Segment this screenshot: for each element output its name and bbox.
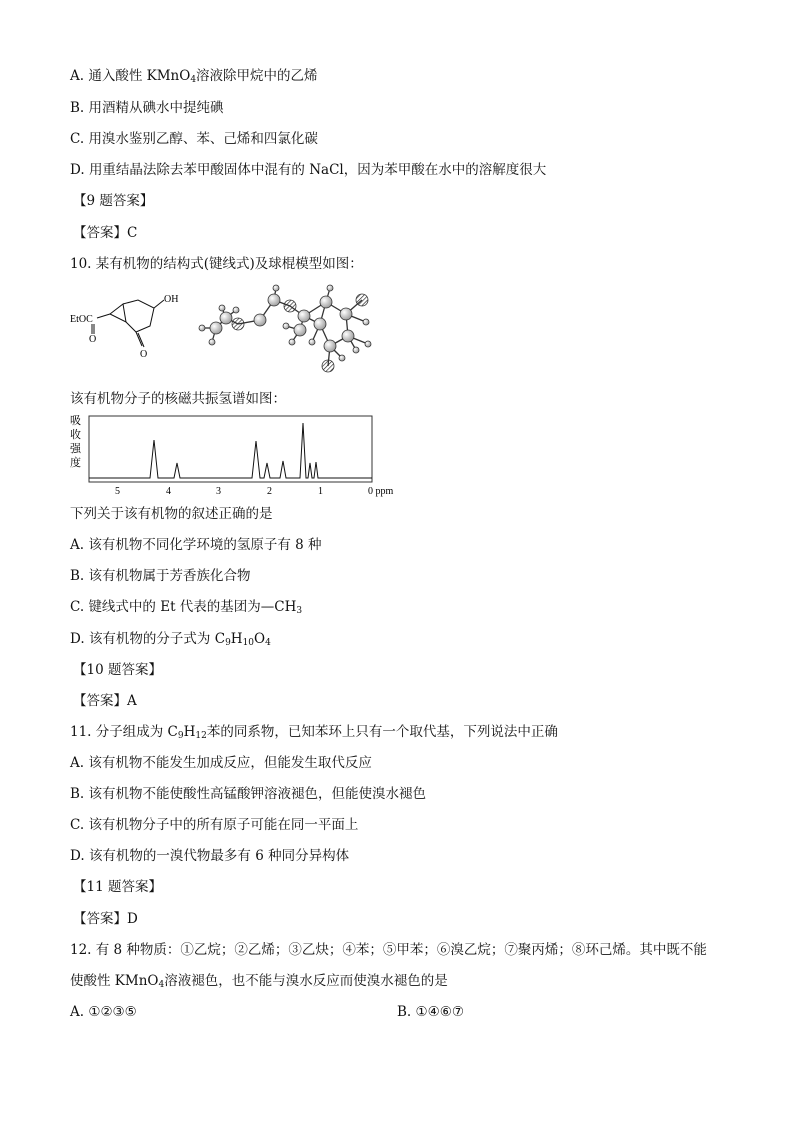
q9-option-a: A. 通入酸性 KMnO$_4$溶液除甲烷中的乙烯 bbox=[70, 68, 318, 85]
q12-option-b: B. ①④⑥⑦ bbox=[397, 1004, 464, 1020]
q9-option-b: B. 用酒精从碘水中提纯碘 bbox=[70, 100, 224, 116]
q9-section-label: 【9 题答案】 bbox=[73, 193, 154, 209]
q11-option-a: A. 该有机物不能发生加成反应，但能发生取代反应 bbox=[70, 755, 372, 771]
q10-option-d: D. 该有机物的分子式为 $C_9H_{10}O_4$ bbox=[70, 631, 271, 648]
nmr-tick-3: 3 bbox=[216, 486, 221, 497]
q11-option-b: B. 该有机物不能使酸性高锰酸钾溶液褪色，但能使溴水褪色 bbox=[70, 786, 427, 802]
q10-option-a: A. 该有机物不同化学环境的氢原子有 8 种 bbox=[70, 537, 322, 553]
nmr-intro: 该有机物分子的核磁共振氢谱如图： bbox=[70, 391, 286, 407]
q9-option-d: D. 用重结晶法除去苯甲酸固体中混有的 NaCl，因为苯甲酸在水中的溶解度很大 bbox=[70, 162, 547, 178]
nmr-tick-0: 0 ppm bbox=[368, 486, 394, 497]
ketone-o-label: O bbox=[140, 349, 148, 360]
ball-stick-model-figure bbox=[192, 280, 382, 380]
nmr-tick-1: 1 bbox=[318, 486, 323, 497]
nmr-tick-2: 2 bbox=[267, 486, 272, 497]
etoc-label: EtOC bbox=[70, 314, 93, 325]
q10-option-c: C. 键线式中的 Et 代表的基团为$—CH_3$ bbox=[70, 599, 303, 616]
q11-option-d: D. 该有机物的一溴代物最多有 6 种同分异构体 bbox=[70, 848, 350, 864]
nmr-ylabel-2: 收 bbox=[70, 428, 81, 441]
q10-question: 下列关于该有机物的叙述正确的是 bbox=[70, 506, 273, 522]
q12-stem-line2: 使酸性 KMnO$_4$溶液褪色，也不能与溴水反应而使溴水褪色的是 bbox=[70, 973, 448, 990]
nmr-tick-5: 5 bbox=[115, 486, 120, 497]
q12-option-a: A. ①②③⑤ bbox=[70, 1004, 137, 1020]
q11-stem: 11. 分子组成为 $C_9H_{12}$苯的同系物，已知苯环上只有一个取代基，下列说法中正确 bbox=[70, 724, 558, 741]
q12-stem-line1: 12. 有 8 种物质：①乙烷；②乙烯；③乙炔；④苯；⑤甲苯；⑥溴乙烷；⑦聚丙烯；⑧环己烯。其中既不能 bbox=[70, 942, 707, 958]
ester-o-label: O bbox=[89, 334, 97, 345]
nmr-ylabel-4: 度 bbox=[70, 456, 81, 469]
nmr-spectrum-figure bbox=[66, 412, 406, 498]
oh-label: OH bbox=[164, 294, 179, 305]
q10-answer: 【答案】A bbox=[73, 693, 137, 709]
q9-option-c: C. 用溴水鉴别乙醇、苯、己烯和四氯化碳 bbox=[70, 131, 318, 147]
skeletal-structure-figure bbox=[68, 290, 188, 370]
nmr-ylabel-1: 吸 bbox=[70, 414, 81, 427]
q10-section-label: 【10 题答案】 bbox=[73, 662, 162, 678]
q11-option-c: C. 该有机物分子中的所有原子可能在同一平面上 bbox=[70, 817, 359, 833]
q11-answer: 【答案】D bbox=[73, 911, 138, 927]
nmr-ylabel-3: 强 bbox=[70, 442, 81, 455]
q11-section-label: 【11 题答案】 bbox=[73, 879, 162, 895]
nmr-trace bbox=[89, 423, 372, 478]
q9-answer: 【答案】C bbox=[73, 225, 138, 241]
q10-stem: 10. 某有机物的结构式(键线式)及球棍模型如图： bbox=[70, 256, 363, 272]
q10-option-b: B. 该有机物属于芳香族化合物 bbox=[70, 568, 251, 584]
nmr-tick-4: 4 bbox=[166, 486, 171, 497]
